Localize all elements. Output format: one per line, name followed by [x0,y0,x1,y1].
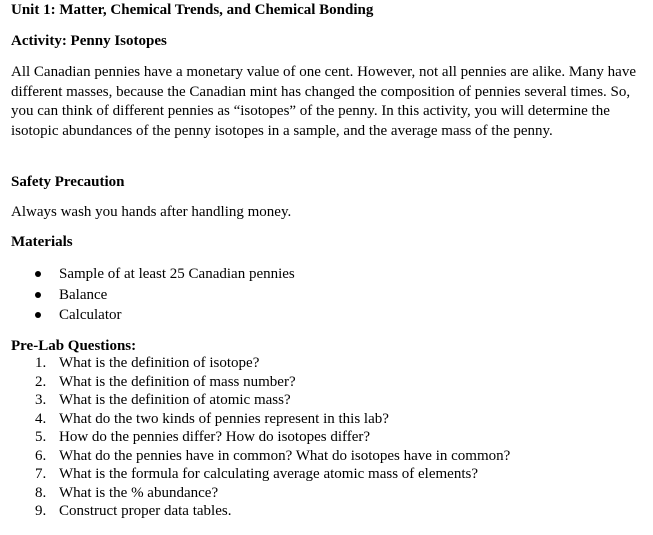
question-number: 8. [35,484,47,501]
question-number: 2. [35,373,47,390]
safety-heading: Safety Precaution [11,174,125,190]
unit-title: Unit 1: Matter, Chemical Trends, and Chemical Bonding [11,2,374,18]
question-text: What do the pennies have in common? What do isotopes have in common? [59,447,511,464]
question-text: What do the two kinds of pennies represent in this lab? [59,410,389,427]
question-text: Construct proper data tables. [59,503,232,519]
question-number: 5. [35,429,47,445]
bullet-icon [35,312,41,318]
question-text: What is the definition of mass number? [59,373,296,390]
question-text: What is the definition of atomic mass? [59,392,291,408]
material-item: Balance [59,286,108,303]
material-item: Sample of at least 25 Canadian pennies [59,266,295,282]
prelab-heading: Pre-Lab Questions: [11,338,137,354]
bullet-icon [35,271,41,277]
safety-text: Always wash you hands after handling money. [11,204,292,220]
question-number: 6. [35,447,47,464]
question-number: 1. [35,355,47,371]
materials-heading: Materials [11,234,73,250]
question-number: 3. [35,392,47,408]
question-text: How do the pennies differ? How do isotopes differ? [59,429,371,445]
question-number: 9. [35,503,47,519]
question-number: 4. [35,410,47,427]
question-text: What is the definition of isotope? [59,355,260,371]
material-item: Calculator [59,307,122,323]
bullet-icon [35,292,41,298]
question-text: What is the % abundance? [59,484,219,501]
intro-paragraph: All Canadian pennies have a monetary value of one cent. However, not all pennies are alike. Many have different masses, because the Canadian mint has changed the composition of pennies several times. So, you can think of different pennies as “isotopes” of the penny. In this activity, you will determine the isotopic abundances of the penny isotopes in a sample, and the average mass of the penny. [11,64,636,139]
question-text: What is the formula for calculating average atomic mass of elements? [59,466,478,482]
activity-title: Activity: Penny Isotopes [11,33,167,49]
question-number: 7. [35,466,47,482]
